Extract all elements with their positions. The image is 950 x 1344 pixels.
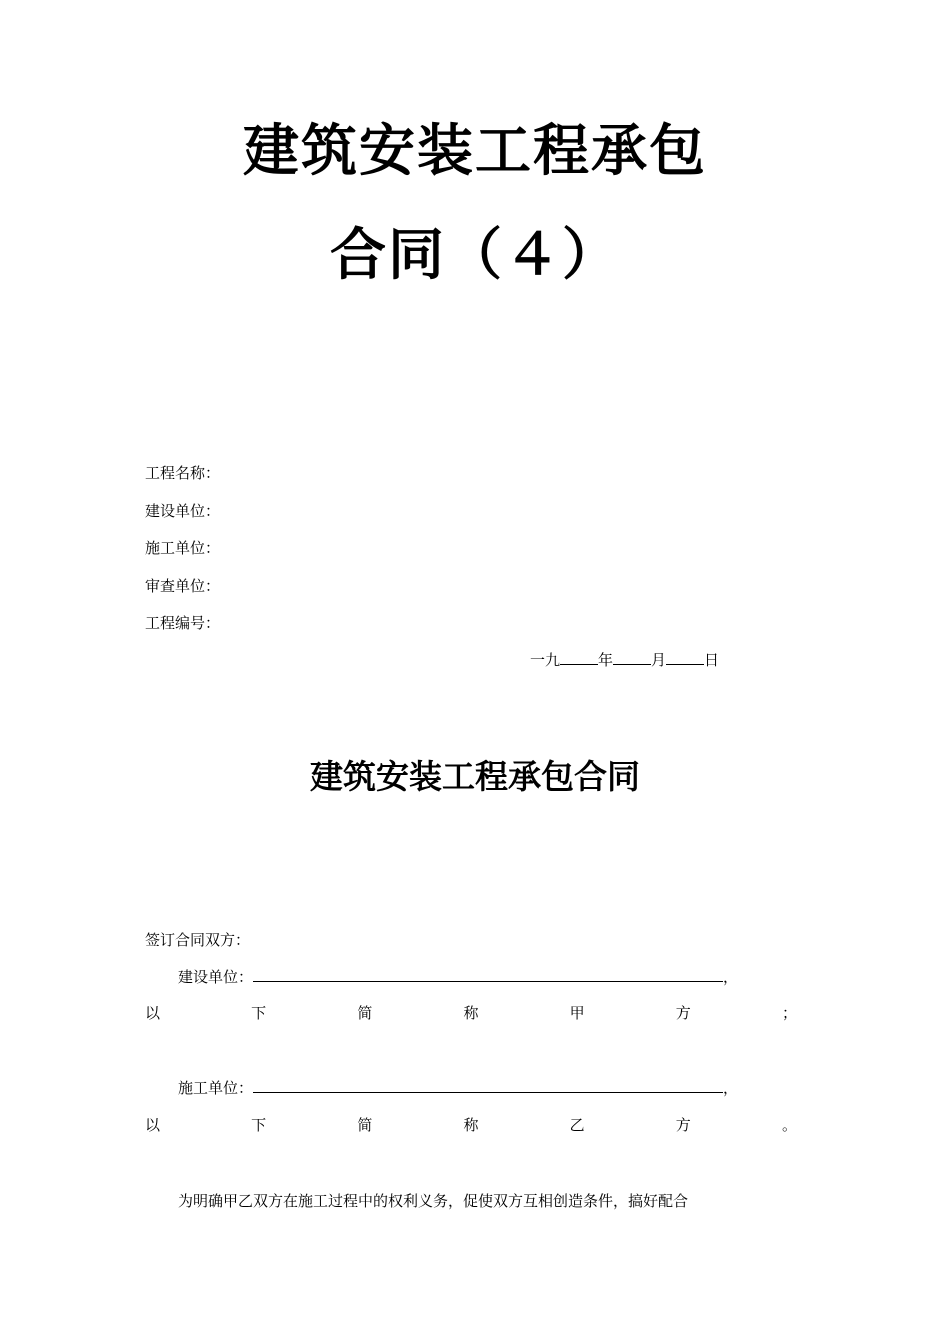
spread-char: 甲	[569, 1004, 585, 1022]
spread-char: 称	[463, 1004, 479, 1022]
spread-char: 方	[675, 1004, 691, 1022]
field-project-number: 工程编号：	[145, 614, 221, 632]
spread-char: 乙	[569, 1116, 585, 1134]
date-day: 日	[704, 651, 720, 669]
spread-char: 简	[357, 1116, 373, 1134]
date-year: 年	[598, 651, 614, 669]
party-b-fill-line	[253, 1078, 723, 1093]
field-builder-unit: 施工单位：	[145, 539, 221, 557]
party-b-label: 施工单位：	[178, 1079, 254, 1097]
party-a-end: ，	[723, 968, 739, 986]
field-project-name: 工程名称：	[145, 464, 221, 482]
cover-title-line1: 建筑安装工程承包	[243, 119, 707, 184]
day-blank	[666, 650, 704, 665]
party-b-end: ，	[723, 1079, 739, 1097]
party-b-spread-line	[145, 1115, 797, 1135]
month-blank	[613, 650, 651, 665]
date-line	[530, 650, 719, 670]
spread-char: ；	[781, 1004, 797, 1022]
spread-char: 简	[357, 1004, 373, 1022]
party-a-label: 建设单位：	[178, 968, 254, 986]
date-prefix: 一九	[530, 651, 561, 669]
spread-char: 下	[251, 1116, 267, 1134]
party-a-fill-line	[253, 967, 723, 982]
party-a-spread-line	[145, 1003, 797, 1023]
field-construction-unit: 建设单位：	[145, 502, 221, 520]
spread-char: 下	[251, 1004, 267, 1022]
spread-char: 以	[145, 1004, 161, 1022]
parties-label: 签订合同双方：	[145, 931, 251, 949]
intro-paragraph: 为明确甲乙双方在施工过程中的权利义务，促使双方互相创造条件，搞好配合	[178, 1192, 689, 1210]
field-review-unit: 审查单位：	[145, 577, 221, 595]
contract-title: 建筑安装工程承包合同	[310, 757, 640, 796]
spread-char: 称	[463, 1116, 479, 1134]
spread-char: 。	[781, 1116, 797, 1134]
party-b-row	[178, 1078, 738, 1098]
cover-title-line2: 合同（４）	[330, 223, 620, 288]
party-a-row	[178, 967, 738, 987]
spread-char: 方	[675, 1116, 691, 1134]
spread-char: 以	[145, 1116, 161, 1134]
year-blank	[560, 650, 598, 665]
date-month: 月	[651, 651, 667, 669]
